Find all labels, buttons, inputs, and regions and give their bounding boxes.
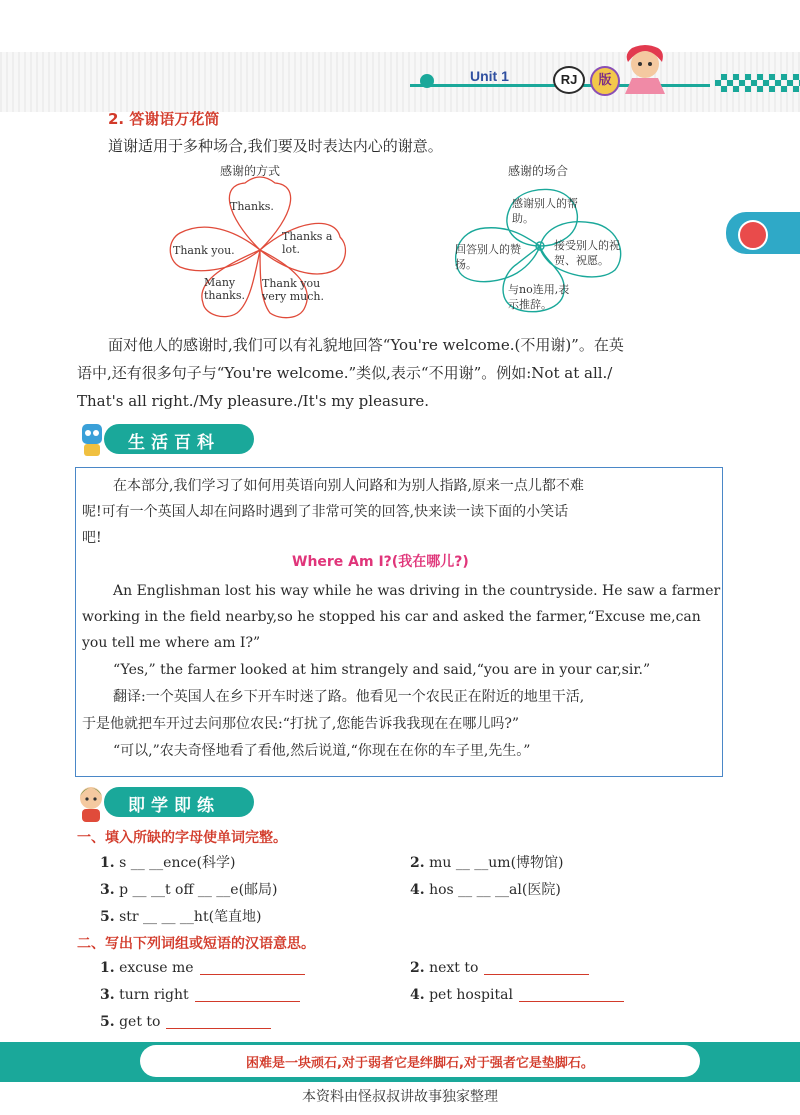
header-band xyxy=(0,52,800,112)
answer-blank[interactable] xyxy=(195,987,300,1002)
welcome-para-line: 面对他人的感谢时,我们可以有礼貌地回答“You're welcome.(不用谢)”。在英 xyxy=(108,336,624,354)
unit-label: Unit 1 xyxy=(470,68,509,84)
edition-suffix-badge: 版 xyxy=(590,66,620,96)
boy-mascot-icon xyxy=(74,782,108,824)
story-translation-line: 于是他就把车开过去问那位农民:“打扰了,您能告诉我我现在在哪儿吗?” xyxy=(82,716,519,732)
clover-text: 回答别人的赞扬。 xyxy=(455,243,521,271)
ex1-num: 1. xyxy=(100,855,115,871)
ways-diagram-title: 感谢的方式 xyxy=(220,164,281,178)
ex2-item: excuse me xyxy=(119,960,194,976)
petal-text: Many thanks. xyxy=(204,276,245,302)
section-title: 2. 答谢语万花筒 xyxy=(108,110,220,128)
fox-face-icon xyxy=(738,220,768,250)
ex1-item: s __ __ence(科学) xyxy=(119,855,236,871)
ex1-item: hos __ __ __al(医院) xyxy=(429,882,561,898)
ex1-item: str __ __ __ht(笔直地) xyxy=(119,909,262,925)
exercise2-heading: 二、写出下列词组或短语的汉语意思。 xyxy=(77,936,315,952)
petal-text: Thank you very much. xyxy=(262,277,324,303)
answer-blank[interactable] xyxy=(484,960,589,975)
ex2-item: turn right xyxy=(119,987,189,1003)
practice-banner-label: 即学即练 xyxy=(128,796,220,816)
exercise1-heading: 一、填入所缺的字母使单词完整。 xyxy=(77,830,287,846)
source-note: 本资料由怪叔叔讲故事独家整理 xyxy=(302,1089,498,1105)
story-title: Where Am I?(我在哪儿?) xyxy=(292,554,469,570)
answer-blank[interactable] xyxy=(166,1014,271,1029)
story-translation-line: “可以,”农夫奇怪地看了看他,然后说道,“你现在在你的车子里,先生。” xyxy=(113,743,531,759)
ex2-item: pet hospital xyxy=(429,987,513,1003)
story-english-line: working in the field nearby,so he stopped his car and asked the farmer,“Excuse me,can xyxy=(82,609,701,625)
answer-blank[interactable] xyxy=(200,960,305,975)
welcome-para-line: That's all right./My pleasure./It's my pleasure. xyxy=(77,392,430,410)
petal-text: Thanks a lot. xyxy=(282,230,333,256)
ex1-item: p __ __t off __ __e(邮局) xyxy=(119,882,278,898)
ex1-num: 2. xyxy=(410,855,425,871)
clover-text: 与no连用,表示推辞。 xyxy=(508,283,570,311)
petal-text: Thanks. xyxy=(230,200,274,213)
story-english-line: you tell me where am I?” xyxy=(82,635,261,651)
ex1-num: 5. xyxy=(100,909,115,925)
answer-blank[interactable] xyxy=(519,987,624,1002)
story-translation-line: 翻译:一个英国人在乡下开车时迷了路。他看见一个农民正在附近的地里干活, xyxy=(113,689,585,705)
ex1-item: mu __ __um(博物馆) xyxy=(429,855,564,871)
story-english-line: An Englishman lost his way while he was driving in the countryside. He saw a farmer xyxy=(113,583,721,599)
cartoon-girl-icon xyxy=(610,42,680,97)
ex2-num: 5. xyxy=(100,1014,115,1030)
story-intro-line: 呢!可有一个英国人却在问路时遇到了非常可笑的回答,快来读一读下面的小笑话 xyxy=(82,504,569,520)
clover-text: 感谢别人的帮助。 xyxy=(512,197,578,225)
page-number: 9 xyxy=(688,1051,698,1070)
ex1-num: 3. xyxy=(100,882,115,898)
ex2-num: 1. xyxy=(100,960,115,976)
section-intro: 道谢适用于多种场合,我们要及时表达内心的谢意。 xyxy=(108,137,443,155)
petal-text: Thank you. xyxy=(173,244,235,257)
ex1-num: 4. xyxy=(410,882,425,898)
ex2-num: 4. xyxy=(410,987,425,1003)
ex2-num: 3. xyxy=(100,987,115,1003)
story-intro-line: 吧! xyxy=(82,530,102,546)
clover-text: 接受别人的祝贺、祝愿。 xyxy=(554,239,620,267)
ex2-item: next to xyxy=(429,960,479,976)
ex2-item: get to xyxy=(119,1014,161,1030)
life-banner-label: 生活百科 xyxy=(128,433,220,453)
story-intro-line: 在本部分,我们学习了如何用英语向别人问路和为别人指路,原来一点儿都不难 xyxy=(113,478,584,494)
story-english-line: “Yes,” the farmer looked at him strangely and said,“you are in your car,sir.” xyxy=(113,662,651,678)
footer-motto: 困难是一块顽石,对于弱者它是绊脚石,对于强者它是垫脚石。 xyxy=(246,1056,594,1071)
checker-pattern xyxy=(715,74,800,92)
occasions-diagram-title: 感谢的场合 xyxy=(508,164,569,178)
edition-badge: RJ xyxy=(553,66,585,94)
welcome-para-line: 语中,还有很多句子与“You're welcome.”类似,表示“不用谢”。例如:Not at all./ xyxy=(77,364,613,382)
header-dot xyxy=(420,74,434,88)
ex2-num: 2. xyxy=(410,960,425,976)
